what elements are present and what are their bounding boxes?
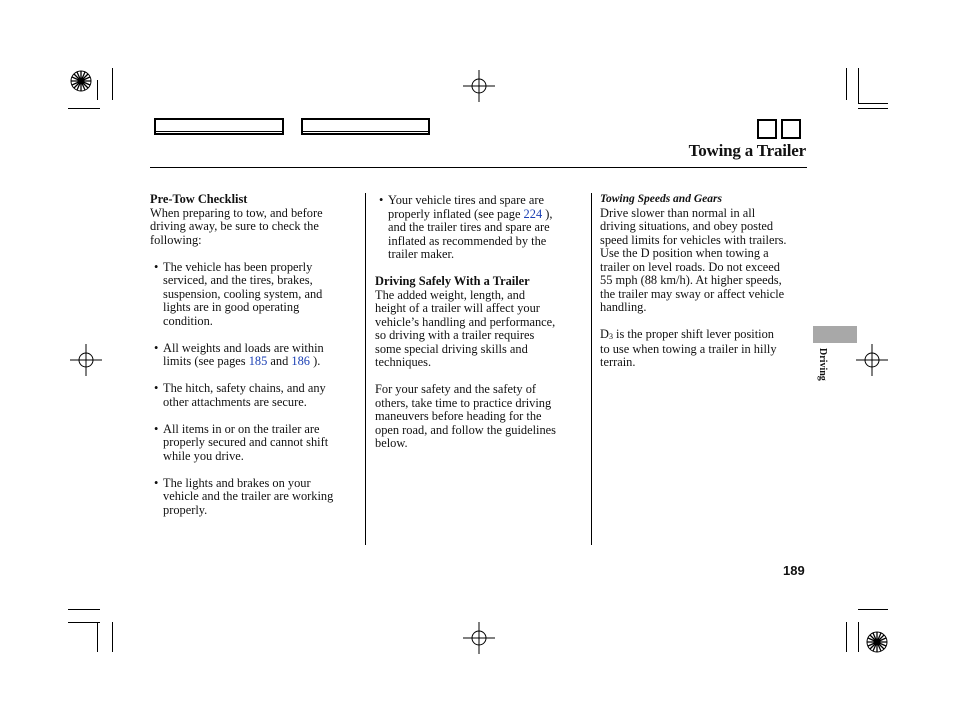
- body-text: 55 mph (88 km/h). At higher speeds,: [600, 273, 782, 287]
- checklist-item: • The lights and brakes on your vehicle and the trailer are working properly.: [154, 475, 334, 517]
- section-tab[interactable]: [813, 326, 857, 343]
- checklist-item: • All weights and loads are within limits (see pages 185 and 186 ).: [154, 340, 324, 368]
- registration-target-top: [463, 70, 495, 102]
- body-text: Drive slower than normal in all: [600, 205, 756, 220]
- page-number: 189: [783, 563, 805, 578]
- bullet-icon: •: [379, 193, 384, 207]
- body-text: speed limits for vehicles with trailers.: [600, 232, 787, 247]
- bullet-icon: •: [154, 381, 159, 395]
- bullet-icon: •: [154, 475, 159, 490]
- column-2: [375, 194, 589, 451]
- body-text: Use the D position when towing a: [600, 246, 769, 260]
- body-text: techniques.: [375, 355, 432, 369]
- body-text: open road, and follow the guidelines: [375, 422, 556, 437]
- column-3: [600, 193, 812, 370]
- bullet-icon: •: [154, 259, 159, 274]
- header-rule: [150, 167, 807, 168]
- checklist-item: • The hitch, safety chains, and any other attachments are secure.: [154, 381, 326, 409]
- page-link-185[interactable]: 185: [248, 354, 268, 368]
- body-text: For your safety and the safety of: [375, 382, 537, 396]
- checklist-item: • All items in or on the trailer are properly secured and cannot shift while you drive.: [154, 421, 329, 463]
- body-text: D3 is the proper shift lever position: [600, 327, 775, 341]
- checklist-item: • Your vehicle tires and spare are properly inflated (see page 224 ), and the trailer tires and spare are inflated as recommended by the trailer maker.: [379, 193, 553, 261]
- body-text: terrain.: [600, 355, 636, 369]
- body-text: When preparing to tow, and before: [150, 205, 323, 220]
- body-text: others, take time to practice driving: [375, 395, 552, 410]
- section-heading: Towing Speeds and Gears: [600, 193, 722, 205]
- registration-target-left: [70, 344, 102, 376]
- page-link-186[interactable]: 186: [291, 354, 310, 368]
- page-link-224[interactable]: 224: [523, 206, 543, 221]
- body-text: driving situations, and obey posted: [600, 219, 774, 233]
- body-text: so driving with a trailer requires: [375, 328, 535, 342]
- body-text: height of a trailer will affect your: [375, 301, 540, 315]
- body-text: vehicle’s handling and performance,: [375, 314, 556, 329]
- nav-button-index[interactable]: [301, 118, 430, 135]
- body-text: The added weight, length, and: [375, 287, 526, 302]
- body-text: following:: [150, 232, 202, 247]
- section-heading: Driving Safely With a Trailer: [375, 274, 530, 288]
- body-text: trailer on level roads. Do not exceed: [600, 259, 780, 274]
- starburst-registration-bottom-right-icon: [866, 631, 888, 653]
- body-text: driving away, be sure to check the: [150, 219, 319, 233]
- nav-button-main-menu[interactable]: [154, 118, 284, 135]
- page-title: Towing a Trailer: [688, 141, 806, 160]
- column-divider: [365, 193, 366, 545]
- body-text: below.: [375, 436, 408, 450]
- section-tab-label: Driving: [817, 348, 828, 381]
- starburst-registration-top-left-icon: [70, 70, 92, 92]
- body-text: to use when towing a trailer in hilly: [600, 341, 777, 356]
- bullet-icon: •: [154, 340, 159, 355]
- column-1: [150, 193, 362, 517]
- body-text: handling.: [600, 300, 647, 314]
- registration-target-bottom: [463, 622, 495, 654]
- body-text: maneuvers before heading for the: [375, 409, 542, 423]
- nav-button-next[interactable]: [781, 119, 801, 139]
- bullet-icon: •: [154, 421, 159, 436]
- column-divider: [591, 193, 592, 545]
- section-heading: Pre-Tow Checklist: [150, 192, 248, 206]
- body-text: some special driving skills and: [375, 341, 528, 356]
- body-text: the trailer may sway or affect vehicle: [600, 286, 785, 301]
- nav-button-previous[interactable]: [757, 119, 777, 139]
- registration-target-right: [856, 344, 888, 376]
- checklist-item: • The vehicle has been properly serviced, and the tires, brakes, suspension, cooling system, and lights are in good operating condition.: [154, 259, 323, 328]
